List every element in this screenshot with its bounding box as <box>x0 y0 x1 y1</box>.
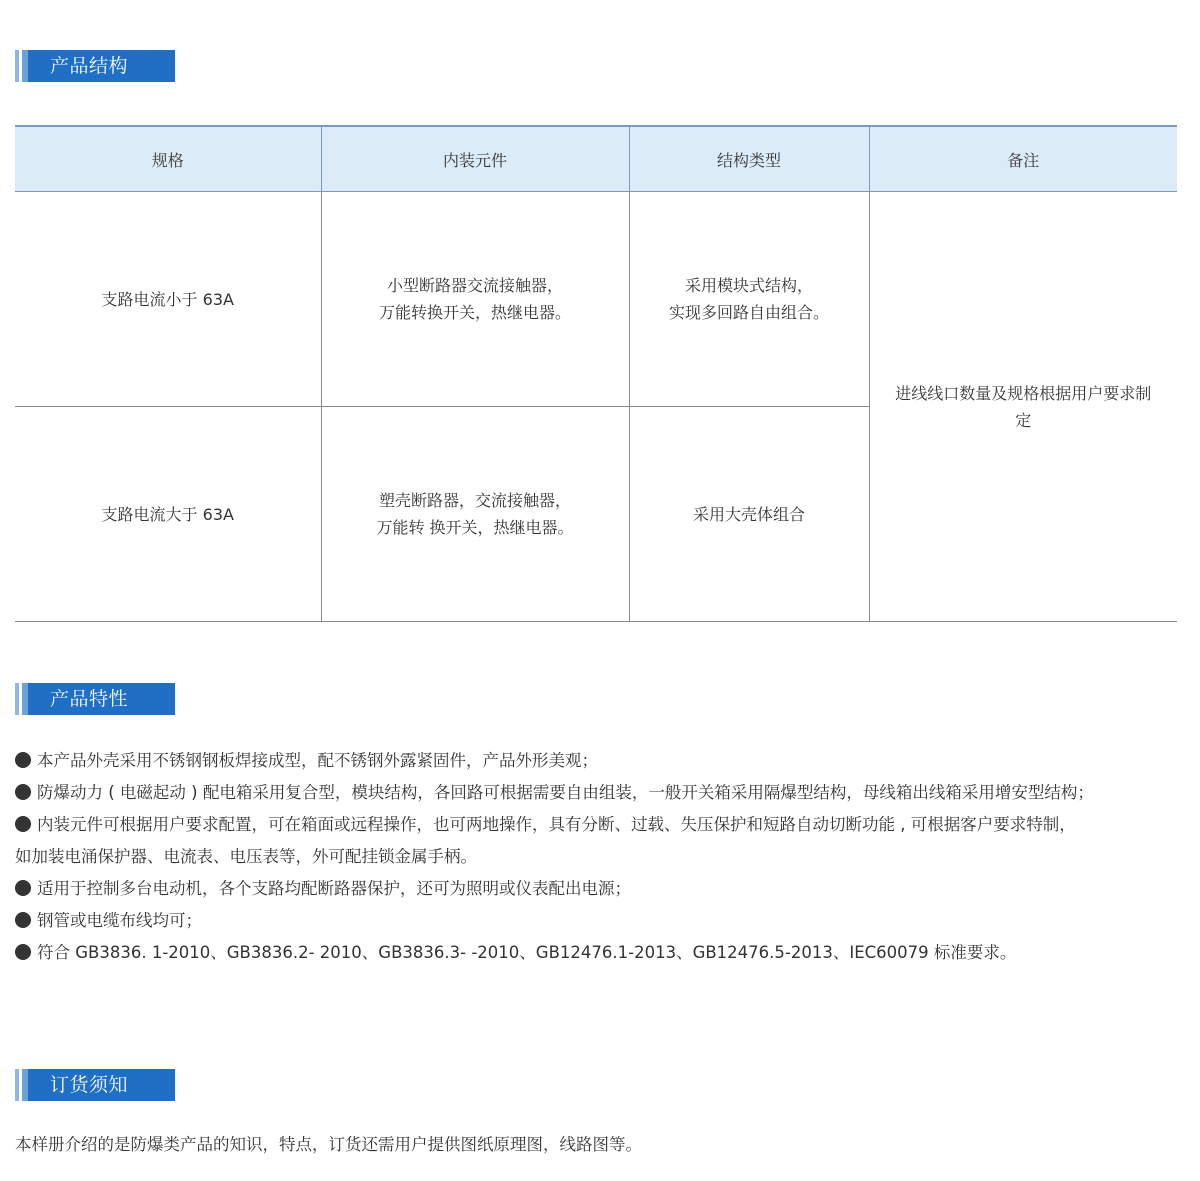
section-heading-order <box>15 1069 175 1101</box>
list-item <box>15 873 1190 905</box>
list-item <box>15 937 1190 969</box>
table-row <box>15 192 1177 407</box>
cell-spec <box>15 192 321 407</box>
section-title-order: 订货须知 <box>28 1069 175 1101</box>
spec-text: 支路电流小于 63A <box>101 289 234 309</box>
list-item <box>15 809 1190 841</box>
bullet-icon <box>15 912 31 928</box>
components-line: 万能转换开关，热继电器。 <box>378 303 571 322</box>
components-line: 万能转 换开关，热继电器。 <box>376 518 574 537</box>
feature-text: 本产品外壳采用不锈钢钢板焊接成型，配不锈钢外露紧固件，产品外形美观； <box>37 751 598 770</box>
bullet-icon <box>15 784 31 800</box>
section-heading-structure <box>15 50 175 82</box>
heading-accent-stripe <box>15 50 28 82</box>
cell-structure-type <box>629 192 869 407</box>
remark-line: 进线线口数量及规格根据用户要求制 <box>895 383 1152 403</box>
components-line: 塑壳断路器，交流接触器， <box>378 491 571 510</box>
cell-components <box>321 192 629 407</box>
column-header-spec: 规格 <box>15 126 321 192</box>
components-line: 小型断路器交流接触器， <box>386 276 563 295</box>
feature-text: 内装元件可根据用户要求配置，可在箱面或远程操作，也可两地操作，具有分断、过载、失压保护和短路自动切断功能 , 可根据客户要求特制， <box>37 815 1076 834</box>
spec-text: 支路电流大于 63A <box>101 504 234 524</box>
bullet-icon <box>15 880 31 896</box>
bullet-icon <box>15 944 31 960</box>
feature-list <box>15 745 1190 969</box>
bullet-icon <box>15 752 31 768</box>
bullet-icon <box>15 816 31 832</box>
feature-text: 适用于控制多台电动机，各个支路均配断路器保护，还可为照明或仪表配出电源； <box>37 879 631 898</box>
section-heading-features <box>15 683 175 715</box>
structure-line: 采用大壳体组合 <box>692 504 805 524</box>
heading-accent-stripe <box>15 683 28 715</box>
column-header-structure-type: 结构类型 <box>629 126 869 192</box>
feature-text: 如加装电涌保护器、电流表、电压表等，外可配挂锁金属手柄。 <box>15 847 477 866</box>
structure-line: 采用模块式结构， <box>684 276 813 295</box>
column-header-components: 内装元件 <box>321 126 629 192</box>
column-header-remark: 备注 <box>869 126 1177 192</box>
order-note: 本样册介绍的是防爆类产品的知识，特点，订货还需用户提供图纸原理图，线路图等。 <box>15 1135 642 1154</box>
feature-text: 防爆动力 ( 电磁起动 ) 配电箱采用复合型，模块结构，各回路可根据需要自由组装，一般开关箱采用隔爆型结构，母线箱出线箱采用增安型结构； <box>37 783 1094 802</box>
section-title-structure: 产品结构 <box>28 50 175 82</box>
table-header-row <box>15 126 1177 192</box>
product-structure-table <box>15 125 1177 622</box>
cell-components <box>321 407 629 622</box>
cell-structure-type <box>629 407 869 622</box>
remark-line: 定 <box>1015 410 1032 430</box>
feature-text: 钢管或电缆布线均可； <box>37 911 202 930</box>
feature-text: 符合 GB3836. 1-2010、GB3836.2- 2010、GB3836.3- -2010、GB12476.1-2013、GB12476.5-2013、IEC60079 标准要求。 <box>37 943 1017 962</box>
heading-accent-stripe <box>15 1069 28 1101</box>
list-item <box>15 777 1190 809</box>
section-title-features: 产品特性 <box>28 683 175 715</box>
cell-spec <box>15 407 321 622</box>
list-item-continuation <box>15 841 1190 873</box>
list-item <box>15 745 1190 777</box>
cell-remark <box>869 192 1177 622</box>
structure-line: 实现多回路自由组合。 <box>668 303 829 322</box>
list-item <box>15 905 1190 937</box>
